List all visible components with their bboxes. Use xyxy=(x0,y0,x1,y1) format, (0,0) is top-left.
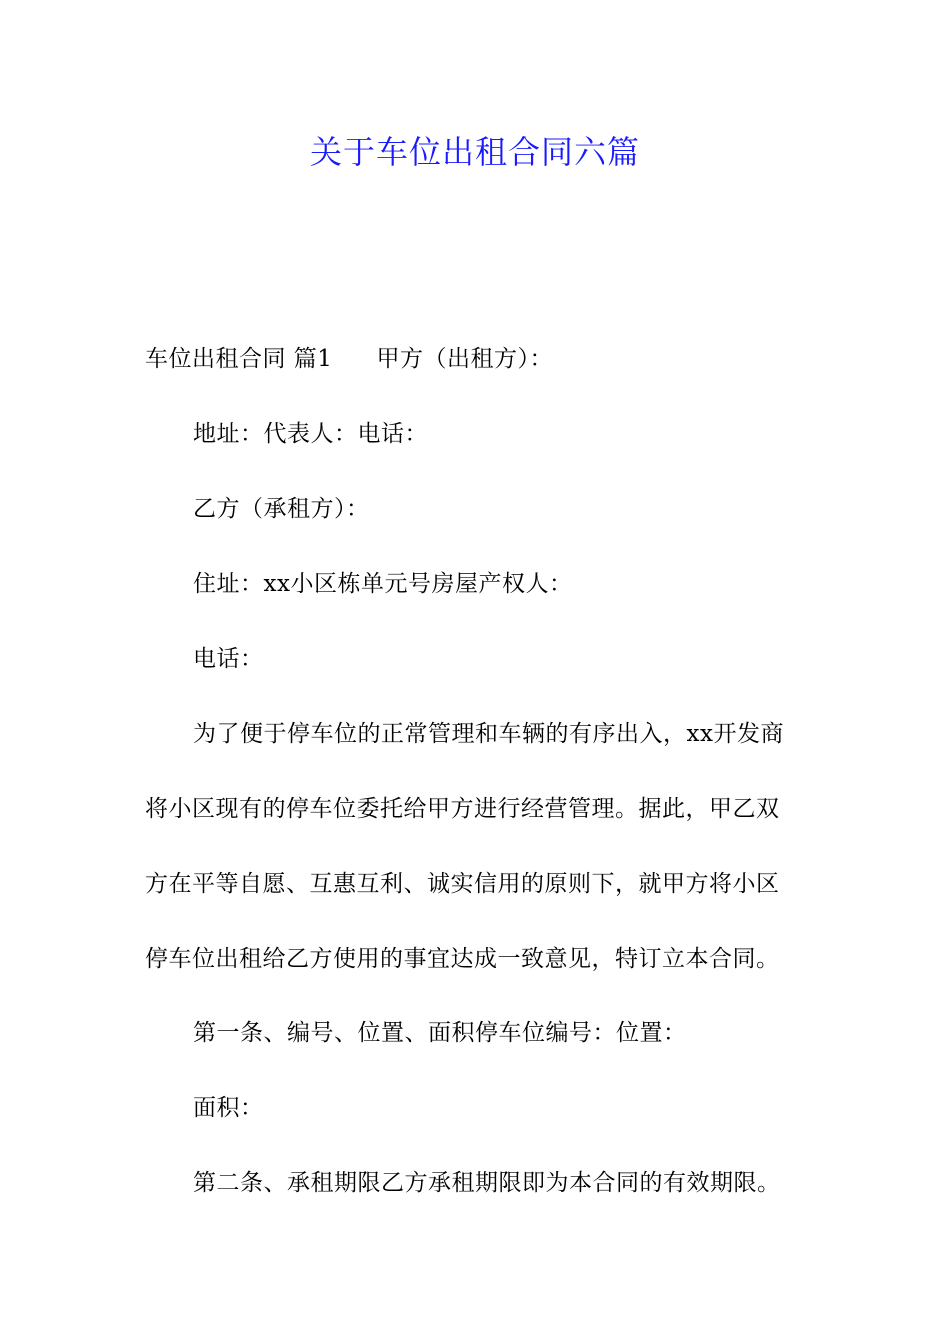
document-title: 关于车位出租合同六篇 xyxy=(309,133,640,171)
preamble-line-2: 将小区现有的停车位委托给甲方进行经营管理。据此，甲乙双 xyxy=(145,796,780,822)
party-b-phone-line: 电话： xyxy=(193,646,264,672)
party-b-address-line: 住址：xx小区栋单元号房屋产权人： xyxy=(193,571,573,597)
preamble-line-4: 停车位出租给乙方使用的事宜达成一致意见，特订立本合同。 xyxy=(145,946,780,972)
article-2-line: 第二条、承租期限乙方承租期限即为本合同的有效期限。 xyxy=(193,1170,781,1196)
article-1-area-line: 面积： xyxy=(193,1095,264,1121)
party-b-label: 乙方（承租方）： xyxy=(193,496,370,522)
article-1-line: 第一条、编号、位置、面积停车位编号：位置： xyxy=(193,1020,687,1046)
party-a-address-line: 地址：代表人：电话： xyxy=(193,421,428,447)
party-a-label: 甲方（出租方）： xyxy=(376,346,553,372)
preamble-line-3: 方在平等自愿、互惠互利、诚实信用的原则下，就甲方将小区 xyxy=(145,871,780,897)
section-heading xyxy=(145,342,553,376)
preamble-line-1: 为了便于停车位的正常管理和车辆的有序出入，xx开发商 xyxy=(193,721,784,747)
section-heading-label: 车位出租合同 篇1 xyxy=(145,346,333,372)
